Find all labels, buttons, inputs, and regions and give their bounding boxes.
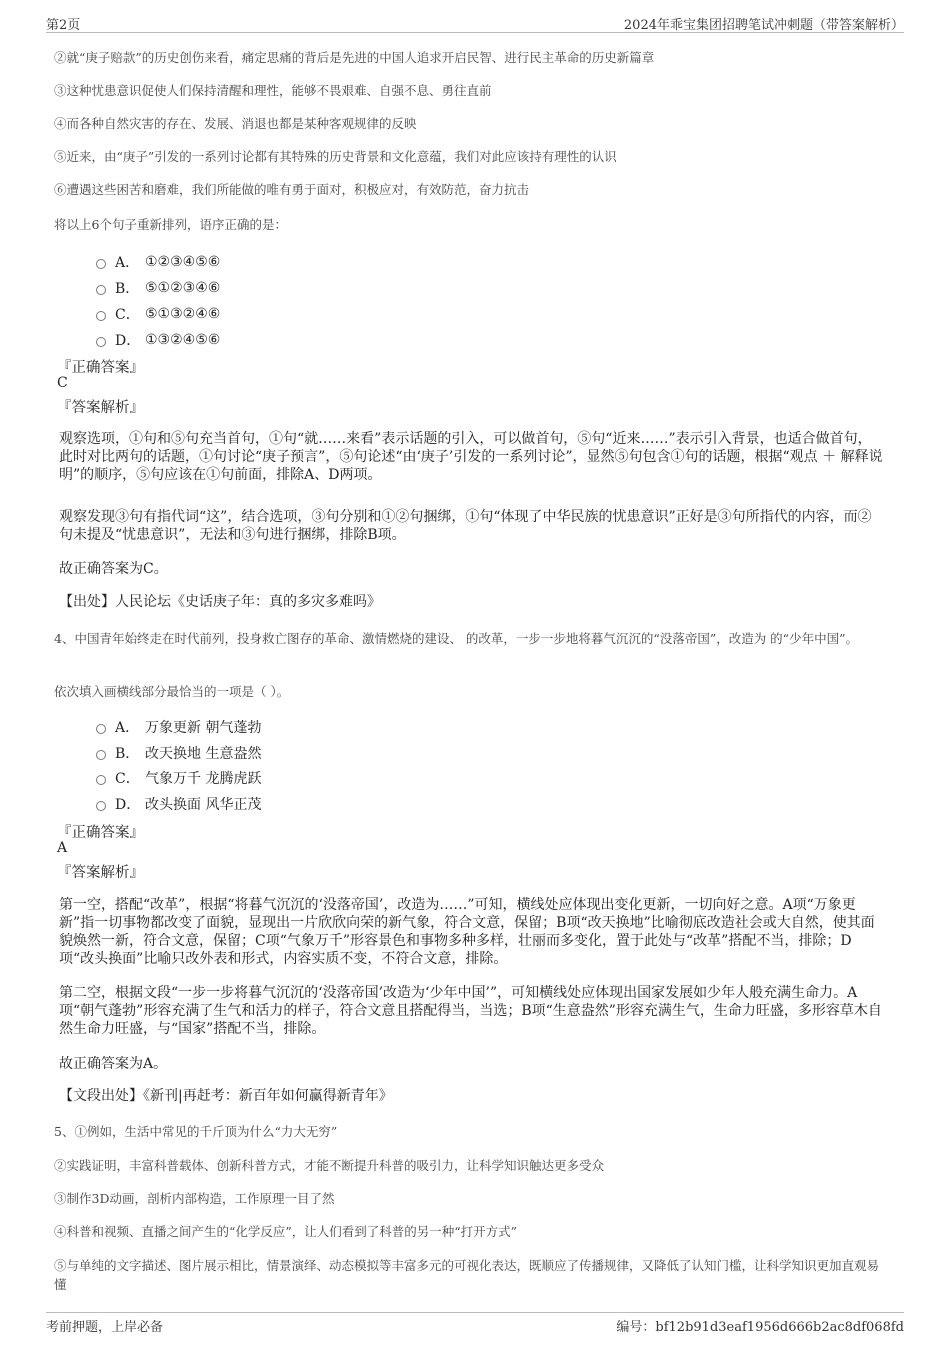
q4-option-c[interactable]: C． 气象万千 龙腾虎跃 xyxy=(96,768,261,788)
radio-button-icon[interactable] xyxy=(96,801,106,811)
source-citation: 【文段出处】《新刊|再赶考：新百年如何赢得新青年》 xyxy=(59,1088,393,1104)
answer-value: A xyxy=(57,840,68,856)
analysis-paragraph: 第一空，搭配“改革”，根据“将暮气沉沉的‘没落帝国’，改造为……”可知，横线处应体现出变化更新，一切向好之意。A项“万象更新”指一切事物都改变了面貌，显现出一片欣欣向荣的新气象，符合文意，保留；B项“改天换地”比喻彻底改造社会或大自然，使其面貌焕然一新，符合文意，保留；C项“气象万千”形容景色和事物多种多样，壮丽而多变化，置于此处与“改革”搭配不当，排除；D项“改头换面”比喻只改外表和形式，内容实质不变，不符合文意，排除。 xyxy=(59,897,875,967)
analysis-conclusion: 故正确答案为C。 xyxy=(59,561,168,577)
q5-sentence: ③制作3D动画，剖析内部构造，工作原理一目了然 xyxy=(54,1191,335,1206)
analysis-label: 『答案解析』 xyxy=(57,865,144,881)
q4-prompt: 依次填入画横线部分最恰当的一项是（ ）。 xyxy=(54,684,290,699)
q5-sentence: ②实践证明，丰富科普载体、创新科普方式，才能不断提升科普的吸引力，让科学知识触达更多受众 xyxy=(54,1158,605,1173)
q3-option-d[interactable]: D． ①③②④⑤⑥ xyxy=(96,330,220,350)
q3-sentence: ⑤近来，由“庚子”引发的一系列讨论都有其特殊的历史背景和文化意蕴，我们对此应该持有理性的认识 xyxy=(54,149,617,164)
q3-sentence: ⑥遭遇这些困苦和磨难，我们所能做的唯有勇于面对，积极应对，有效防范，奋力抗击 xyxy=(54,182,530,197)
q4-option-b[interactable]: B． 改天换地 生意盎然 xyxy=(96,743,261,763)
q5-sentence: ④科普和视频、直播之间产生的“化学反应”，让人们看到了科普的另一种“打开方式” xyxy=(54,1224,518,1239)
q3-option-c[interactable]: C． ⑤①③②④⑥ xyxy=(96,304,220,324)
radio-button-icon[interactable] xyxy=(96,337,106,347)
q5-sentence: 5、①例如，生活中常见的千斤顶为什么“力大无穷” xyxy=(54,1124,338,1139)
q4-option-d[interactable]: D． 改头换面 风华正茂 xyxy=(96,794,261,814)
analysis-conclusion: 故正确答案为A。 xyxy=(59,1056,168,1072)
radio-button-icon[interactable] xyxy=(96,724,106,734)
document-id: 编号：bf12b91d3eaf1956d666b2ac8df068fd xyxy=(616,1320,904,1335)
radio-button-icon[interactable] xyxy=(96,311,106,321)
q5-sentence: ⑤与单纯的文字描述、图片展示相比，情景演绎、动态模拟等丰富多元的可视化表达，既顺应了传播规律，又降低了认知门槛，让科学知识更加直观易懂 xyxy=(54,1258,880,1292)
answer-value: C xyxy=(57,375,68,391)
q4-option-a[interactable]: A． 万象更新 朝气蓬勃 xyxy=(96,717,261,737)
source-citation: 【出处】人民论坛《史话庚子年：真的多灾多难吗》 xyxy=(59,594,381,610)
radio-button-icon[interactable] xyxy=(96,750,106,760)
radio-button-icon[interactable] xyxy=(96,259,106,269)
q3-sentence: ③这种忧患意识促使人们保持清醒和理性，能够不畏艰难、自强不息、勇往直前 xyxy=(54,83,492,98)
page-footer xyxy=(46,1312,904,1335)
footer-slogan: 考前押题，上岸必备 xyxy=(46,1320,164,1335)
analysis-paragraph: 观察发现③句有指代词“这”，结合选项，③句分别和①②句捆绑，①句“体现了中华民族的忧患意识”正好是③句所指代的内容，而②句未提及“忧患意识”，无法和③句进行捆绑，排除B项。 xyxy=(59,509,872,543)
q3-option-b[interactable]: B． ⑤①②③④⑥ xyxy=(96,278,220,298)
radio-button-icon[interactable] xyxy=(96,285,106,295)
document-title: 2024年乖宝集团招聘笔试冲刺题（带答案解析） xyxy=(623,18,904,33)
radio-button-icon[interactable] xyxy=(96,775,106,785)
answer-label: 『正确答案』 xyxy=(57,360,144,376)
analysis-paragraph: 第二空，根据文段“一步一步将暮气沉沉的‘没落帝国’改造为‘少年中国’”，可知横线处应体现出国家发展如少年人般充满生命力。A项“朝气蓬勃”形容充满了生气和活力的样子，符合文意且搭配得当，当选；B项“生意盎然”形容充满生气，生命力旺盛，多形容草木自然生命力旺盛，与“国家”搭配不当，排除。 xyxy=(59,985,882,1037)
q3-sentence: ②就“庚子赔款”的历史创伤来看，痛定思痛的背后是先进的中国人追求开启民智、进行民主革命的历史新篇章 xyxy=(54,50,655,65)
q3-prompt: 将以上6个句子重新排列，语序正确的是： xyxy=(54,217,287,232)
analysis-label: 『答案解析』 xyxy=(57,400,144,416)
answer-label: 『正确答案』 xyxy=(57,825,144,841)
page-number: 第2页 xyxy=(46,18,81,33)
analysis-paragraph: 观察选项，①句和⑤句充当首句，①句“就……来看”表示话题的引入，可以做首句，⑤句“近来……”表示引入背景，也适合做首句，此时对比两句的话题，①句讨论“庚子预言”，⑤句论述“由‘庚子’引发的一系列讨论”，显然⑤句包含①句的话题，根据“观点 ＋ 解释说明”的顺序，⑤句应该在①句前面，排除A、D两项。 xyxy=(59,431,883,483)
q4-stem: 4、中国青年始终走在时代前列，投身救亡图存的革命、激情燃烧的建设、 的改革，一步一步地将暮气沉沉的“没落帝国”，改造为 的“少年中国”。 xyxy=(54,631,858,646)
page-header xyxy=(46,12,904,33)
q3-sentence: ④而各种自然灾害的存在、发展、消退也都是某种客观规律的反映 xyxy=(54,116,417,131)
q3-option-a[interactable]: A． ①②③④⑤⑥ xyxy=(96,252,220,272)
